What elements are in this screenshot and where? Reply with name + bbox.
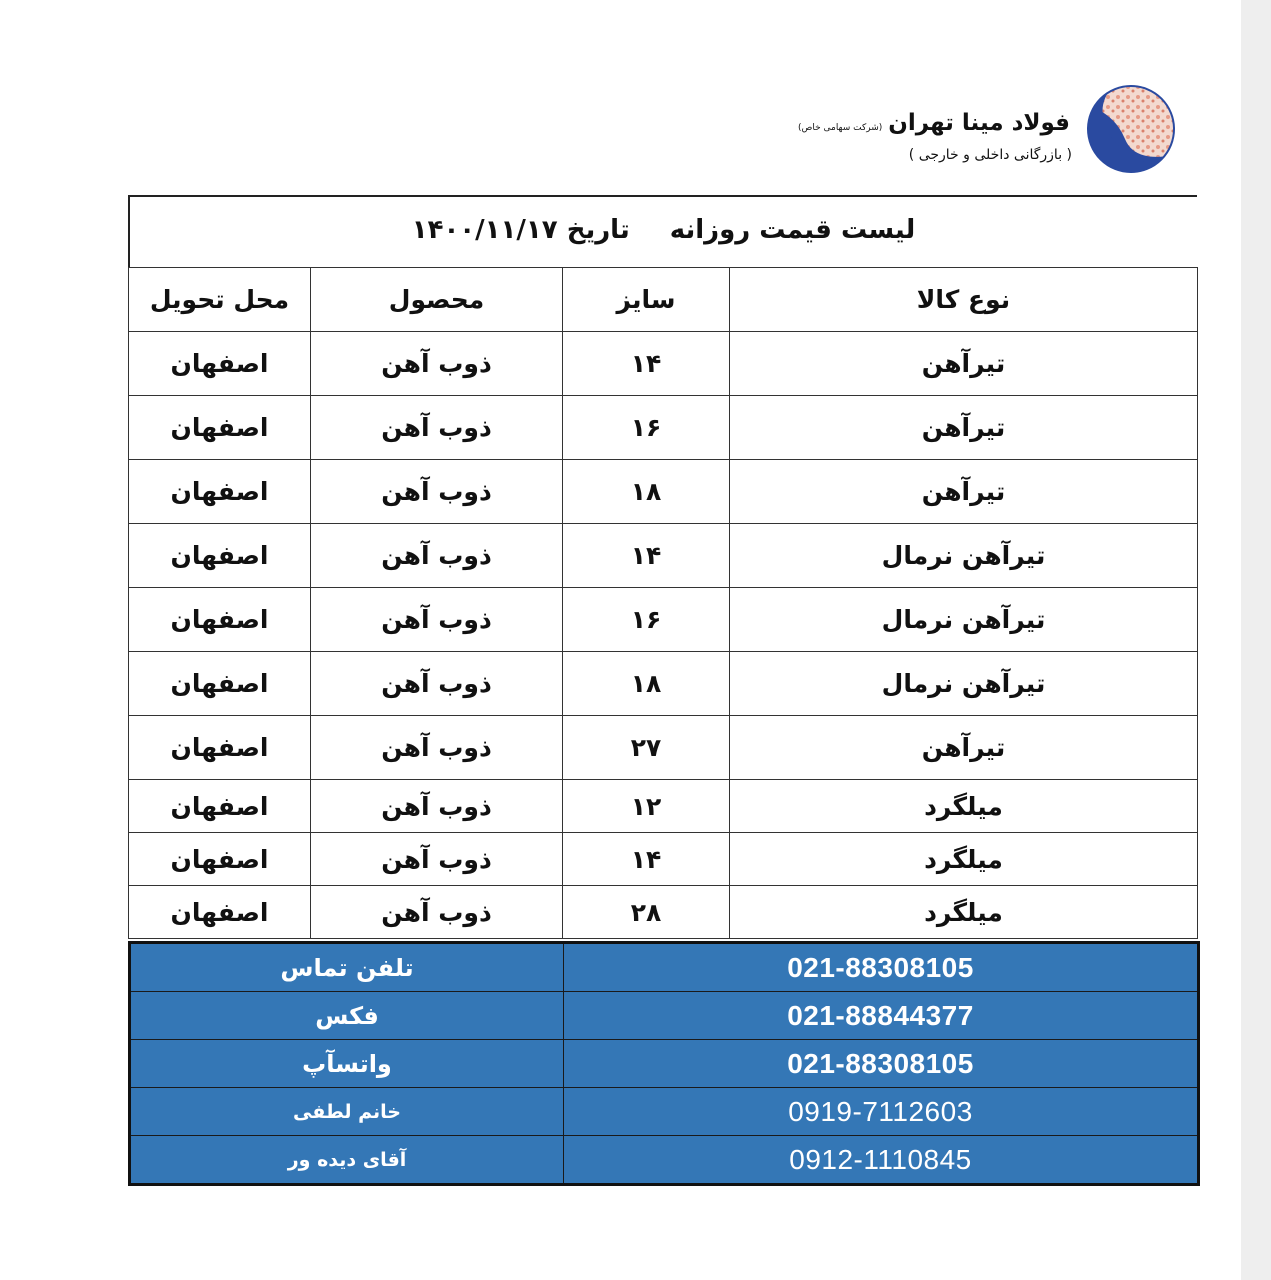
cell-size: ۱۸ [563, 460, 730, 524]
contact-row [130, 1040, 1199, 1088]
header-type: نوع کالا [730, 268, 1198, 332]
cell-type: تیرآهن نرمال [730, 652, 1198, 716]
contact-row [130, 943, 1199, 992]
contact-row [130, 1088, 1199, 1136]
contact-label: خانم لطفی [130, 1088, 564, 1136]
contact-row [130, 1136, 1199, 1185]
cell-size: ۱۸ [563, 652, 730, 716]
title-box [128, 195, 1197, 267]
cell-size: ۱۴ [563, 332, 730, 396]
cell-type: تیرآهن نرمال [730, 588, 1198, 652]
cell-place: اصفهان [129, 460, 311, 524]
cell-product: ذوب آهن [311, 886, 563, 939]
table-row [129, 460, 1198, 524]
cell-size: ۱۶ [563, 396, 730, 460]
cell-place: اصفهان [129, 396, 311, 460]
page-title [130, 215, 1197, 245]
cell-size: ۲۸ [563, 886, 730, 939]
cell-type: تیرآهن [730, 332, 1198, 396]
table-row [129, 588, 1198, 652]
cell-product: ذوب آهن [311, 833, 563, 886]
cell-product: ذوب آهن [311, 716, 563, 780]
company-name [797, 110, 1070, 136]
cell-place: اصفهان [129, 332, 311, 396]
cell-place: اصفهان [129, 833, 311, 886]
header-place: محل تحویل [129, 268, 311, 332]
contact-label: فکس [130, 992, 564, 1040]
cell-product: ذوب آهن [311, 652, 563, 716]
contact-table [128, 941, 1200, 1186]
cell-product: ذوب آهن [311, 780, 563, 833]
cell-place: اصفهان [129, 886, 311, 939]
contact-number: 0919-7112603 [564, 1088, 1199, 1136]
cell-product: ذوب آهن [311, 396, 563, 460]
header-product: محصول [311, 268, 563, 332]
cell-type: میلگرد [730, 780, 1198, 833]
contact-number: 0912-1110845 [564, 1136, 1199, 1185]
page-edge-strip [1241, 0, 1271, 1280]
cell-type: میلگرد [730, 833, 1198, 886]
cell-size: ۱۴ [563, 524, 730, 588]
contact-label: تلفن تماس [130, 943, 564, 992]
contact-label: آقای دیده ور [130, 1136, 564, 1185]
cell-type: تیرآهن [730, 716, 1198, 780]
cell-place: اصفهان [129, 652, 311, 716]
cell-place: اصفهان [129, 588, 311, 652]
contact-number: 021-88844377 [564, 992, 1199, 1040]
title-date: تاریخ ۱۴۰۰/۱۱/۱۷ [411, 215, 630, 245]
cell-size: ۱۶ [563, 588, 730, 652]
company-logo-icon [1085, 84, 1179, 174]
cell-place: اصفهان [129, 780, 311, 833]
title-label: لیست قیمت روزانه [669, 215, 916, 245]
table-row [129, 652, 1198, 716]
table-row [129, 886, 1198, 939]
cell-type: تیرآهن [730, 460, 1198, 524]
cell-product: ذوب آهن [311, 524, 563, 588]
cell-size: ۱۲ [563, 780, 730, 833]
contact-row [130, 992, 1199, 1040]
cell-type: تیرآهن نرمال [730, 524, 1198, 588]
table-row [129, 716, 1198, 780]
contact-label: واتسآپ [130, 1040, 564, 1088]
company-type: (شرکت سهامی خاص) [797, 123, 883, 133]
header-size: سایز [563, 268, 730, 332]
cell-place: اصفهان [129, 716, 311, 780]
table-row [129, 332, 1198, 396]
cell-product: ذوب آهن [311, 588, 563, 652]
table-row [129, 780, 1198, 833]
cell-size: ۱۴ [563, 833, 730, 886]
cell-place: اصفهان [129, 524, 311, 588]
cell-type: تیرآهن [730, 396, 1198, 460]
contact-number: 021-88308105 [564, 943, 1199, 992]
contact-number: 021-88308105 [564, 1040, 1199, 1088]
table-row [129, 396, 1198, 460]
company-name-text: فولاد مینا تهران [888, 110, 1070, 136]
table-row [129, 524, 1198, 588]
company-subtitle: ( بازرگانی داخلی و خارجی ) [908, 147, 1072, 163]
table-header-row [129, 268, 1198, 332]
cell-product: ذوب آهن [311, 460, 563, 524]
price-table [128, 267, 1198, 939]
cell-type: میلگرد [730, 886, 1198, 939]
cell-product: ذوب آهن [311, 332, 563, 396]
table-row [129, 833, 1198, 886]
cell-size: ۲۷ [563, 716, 730, 780]
